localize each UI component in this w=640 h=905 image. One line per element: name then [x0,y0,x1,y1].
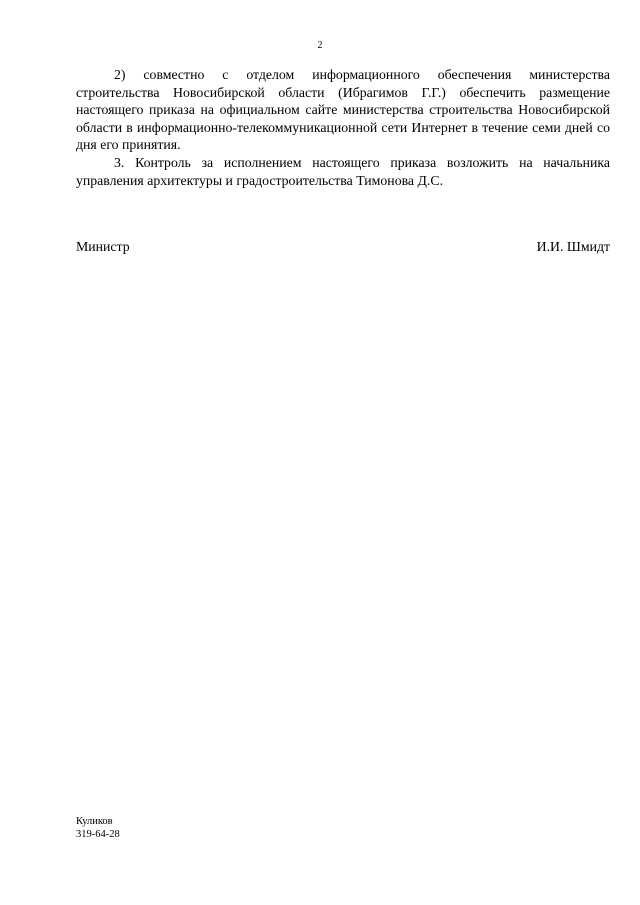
executor-phone: 319-64-28 [76,828,120,840]
signatory-name: И.И. Шмидт [536,239,610,254]
page-number: 2 [317,40,323,51]
paragraph-item-3: 3. Контроль за исполнением настоящего приказа возложить на начальника управления архитектуры и градостроительства Тимонова Д.С. [76,154,610,188]
signature-block [76,238,610,256]
executor-info [76,816,120,841]
executor-name: Куликов [76,816,113,827]
signatory-position: Министр [76,239,130,254]
document-body [76,66,610,189]
paragraph-item-2: 2) совместно с отделом информационного обеспечения министерства строительства Новосибирской области (Ибрагимов Г.Г.) обеспечить размещение настоящего приказа на официальном сайте министерства строительства Новосибирской области в информационно-телекоммуникационной сети Интернет в течение семи дней со дня его принятия. [76,67,610,153]
